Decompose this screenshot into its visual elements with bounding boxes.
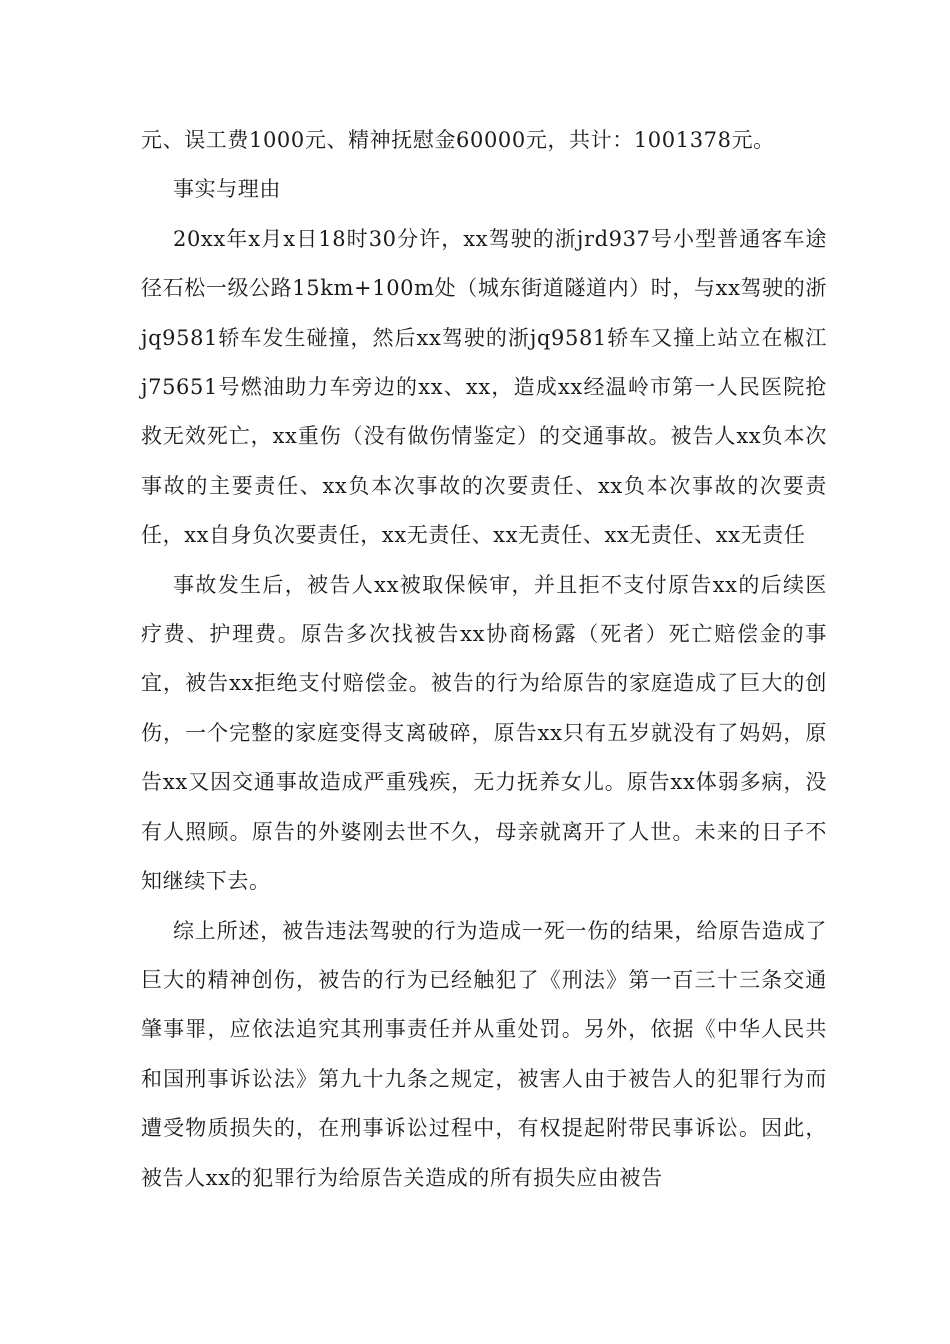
document-page	[141, 116, 827, 1203]
paragraph-costs-total: 元、误工费1000元、精神抚慰金60000元，共计：1001378元。	[141, 128, 775, 152]
section-heading-facts-and-reasons: 事实与理由	[173, 177, 281, 202]
paragraph-accident-facts: 20xx年x月x日18时30分许，xx驾驶的浙jrd937号小型普通客车途径石松一级公路15km+100m处（城东街道隧道内）时，与xx驾驶的浙jq9581轿车发生碰撞，然后xx驾驶的浙jq9581轿车又撞上站立在椒江j75651号燃油助力车旁边的xx、xx，造成xx经温岭市第一人民医院抢救无效死亡，xx重伤（没有做伤情鉴定）的交通事故。被告人xx负本次事故的主要责任、xx负本次事故的次要责任、xx负本次事故的次要责任，xx自身负次要责任，xx无责任、xx无责任、xx无责任、xx无责任	[141, 226, 827, 548]
paragraph-conclusion: 综上所述，被告违法驾驶的行为造成一死一伤的结果，给原告造成了巨大的精神创伤，被告的行为已经触犯了《刑法》第一百三十三条交通肇事罪，应依法追究其刑事责任并从重处罚。另外，依据《中华人民共和国刑事诉讼法》第九十九条之规定，被害人由于被告人的犯罪行为而遭受物质损失的，在刑事诉讼过程中，有权提起附带民事诉讼。因此，被告人xx的犯罪行为给原告关造成的所有损失应由被告	[141, 918, 827, 1190]
paragraph-after-accident: 事故发生后，被告人xx被取保候审，并且拒不支付原告xx的后续医疗费、护理费。原告多次找被告xx协商杨露（死者）死亡赔偿金的事宜，被告xx拒绝支付赔偿金。被告的行为给原告的家庭造成了巨大的创伤，一个完整的家庭变得支离破碎，原告xx只有五岁就没有了妈妈，原告xx又因交通事故造成严重残疾，无力抚养女儿。原告xx体弱多病，没有人照顾。原告的外婆刚去世不久，母亲就离开了人世。未来的日子不知继续下去。	[141, 572, 827, 894]
